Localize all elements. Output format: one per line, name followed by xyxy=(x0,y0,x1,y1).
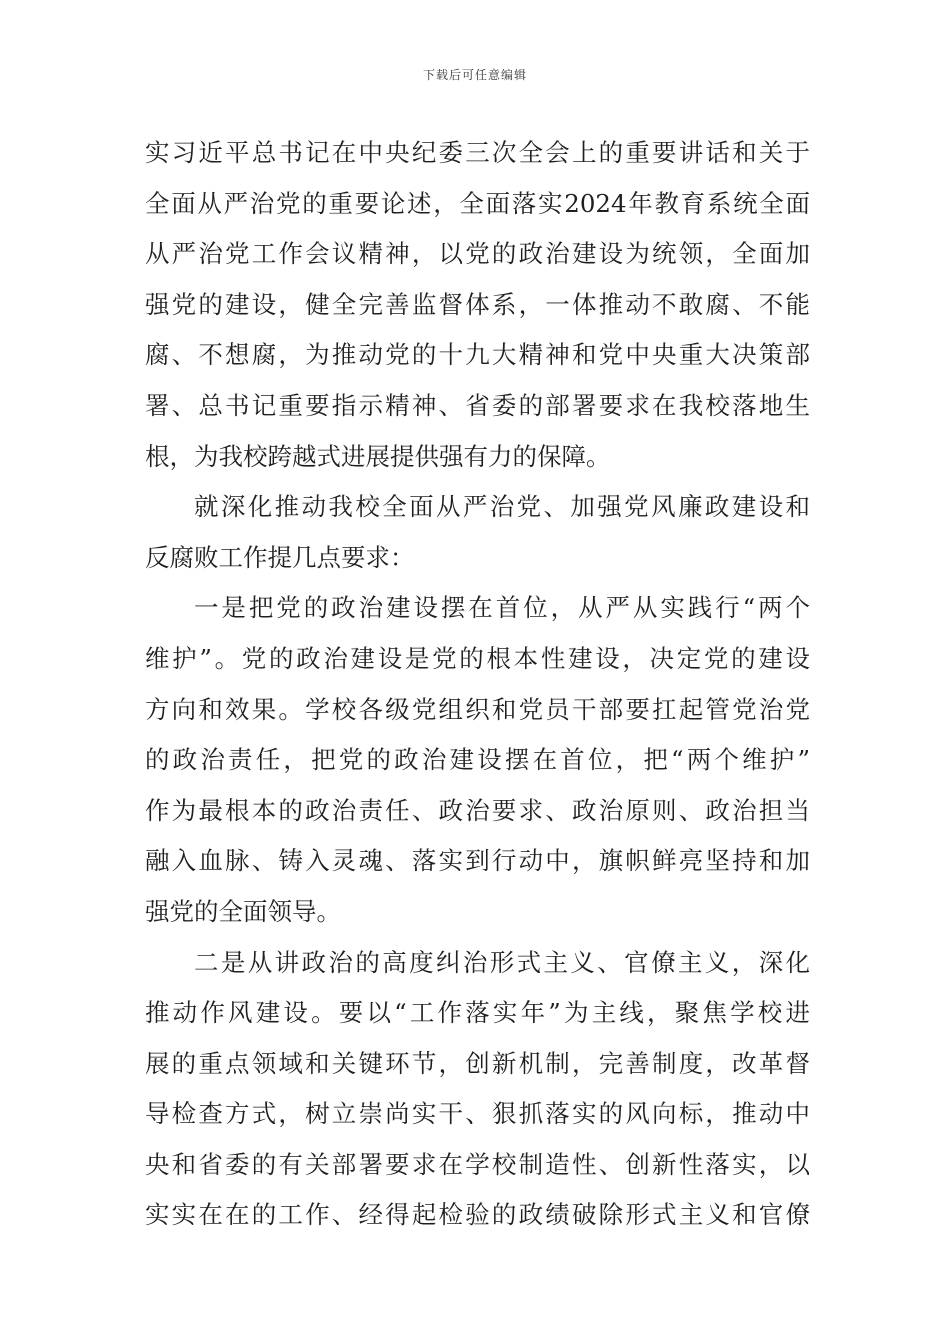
document-body xyxy=(145,128,810,1241)
body-line: 维护”。党的政治建设是党的根本性建设，决定党的建设 xyxy=(145,643,810,673)
body-line: 实实在在的工作、经得起检验的政绩破除形式主义和官僚 xyxy=(145,1200,810,1230)
body-line: 导检查方式，树立崇尚实干、狠抓落实的风向标，推动中 xyxy=(145,1099,810,1129)
body-line: 就深化推动我校全面从严治党、加强党风廉政建设和 xyxy=(194,492,810,522)
body-line: 推动作风建设。要以“工作落实年”为主线，聚焦学校进 xyxy=(145,998,810,1028)
body-line: 实习近平总书记在中央纪委三次全会上的重要讲话和关于 xyxy=(145,138,810,167)
body-line: 从严治党工作会议精神，以党的政治建设为统领，全面加 xyxy=(145,239,810,269)
body-line: 的政治责任，把党的政治建设摆在首位，把“两个维护” xyxy=(145,745,810,775)
body-line: 署、总书记重要指示精神、省委的部署要求在我校落地生 xyxy=(145,390,810,420)
page-header-note: 下载后可任意编辑 xyxy=(422,68,527,82)
body-line: 融入血脉、铸入灵魂、落实到行动中，旗帜鲜亮坚持和加 xyxy=(145,846,810,876)
body-line: 反腐败工作提几点要求： xyxy=(145,542,415,572)
body-line: 腐、不想腐，为推动党的十九大精神和党中央重大决策部 xyxy=(145,340,810,370)
body-line: 强党的建设，健全完善监督体系，一体推动不敢腐、不能 xyxy=(145,289,810,319)
body-line: 根，为我校跨越式进展提供强有力的保障。 xyxy=(145,441,611,471)
body-line: 强党的全面领导。 xyxy=(145,896,341,926)
body-line: 一是把党的政治建设摆在首位，从严从实践行“两个 xyxy=(194,593,810,623)
body-line: 二是从讲政治的高度纠治形式主义、官僚主义，深化 xyxy=(194,947,810,977)
body-line: 展的重点领域和关键环节，创新机制，完善制度，改革督 xyxy=(145,1048,810,1078)
body-line: 央和省委的有关部署要求在学校制造性、创新性落实，以 xyxy=(145,1149,810,1179)
body-line: 方向和效果。学校各级党组织和党员干部要扛起管党治党 xyxy=(145,694,810,724)
body-line: 作为最根本的政治责任、政治要求、政治原则、政治担当 xyxy=(145,795,810,825)
body-line: 全面从严治党的重要论述，全面落实2024年教育系统全面 xyxy=(145,188,810,218)
